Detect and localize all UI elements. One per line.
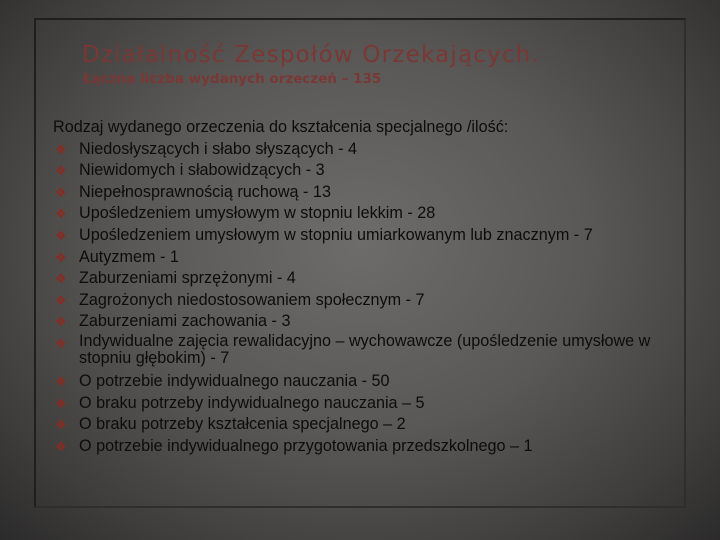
diamond-bullet-icon: ❖ — [55, 438, 67, 454]
diamond-bullet-icon: ❖ — [55, 163, 67, 179]
list-item-text: Upośledzeniem umysłowym w stopniu umiarkowanym lub znacznym - 7 — [79, 225, 593, 244]
slide-title: Działalność Zespołów Orzekających. — [82, 42, 541, 68]
diamond-bullet-icon: ❖ — [55, 292, 67, 308]
list-item-text: O potrzebie indywidualnego nauczania - 50 — [79, 371, 390, 390]
diamond-bullet-icon: ❖ — [55, 271, 67, 287]
intro-text: Rodzaj wydanego orzeczenia do kształcenia specjalnego /ilość: — [53, 118, 509, 136]
list-item — [53, 414, 683, 436]
list-item — [53, 247, 683, 269]
diamond-bullet-icon: ❖ — [55, 249, 67, 265]
diamond-bullet-icon: ❖ — [55, 335, 67, 351]
list-item-text: Niewidomych i słabowidzących - 3 — [79, 161, 325, 180]
list-item — [53, 225, 683, 247]
list-item-text: Zagrożonych niedostosowaniem społecznym - 7 — [79, 290, 425, 309]
list-item — [53, 333, 683, 367]
list-item-text: Zaburzeniami zachowania - 3 — [79, 312, 291, 331]
list-item — [53, 311, 683, 333]
list-item — [53, 436, 683, 458]
list-item — [53, 182, 683, 204]
diamond-bullet-icon: ❖ — [55, 184, 67, 200]
list-item-text: Upośledzeniem umysłowym w stopniu lekkim - 28 — [79, 204, 436, 223]
diamond-bullet-icon: ❖ — [55, 206, 67, 222]
list-item-text: Autyzmem - 1 — [79, 247, 179, 266]
list-item — [53, 290, 683, 312]
list-item — [53, 393, 683, 415]
bullet-list — [53, 139, 683, 458]
list-item-text: O braku potrzeby indywidualnego nauczania – 5 — [79, 393, 425, 412]
list-item-text: O braku potrzeby kształcenia specjalnego – 2 — [79, 415, 406, 434]
list-item-text: Indywidualne zajęcia rewalidacyjno – wychowawcze (upośledzenie umysłowe w stopniu głębokim) - 7 — [79, 331, 651, 367]
list-item-text: Niedosłyszących i słabo słyszących - 4 — [79, 139, 357, 158]
slide-content — [53, 117, 683, 457]
list-item — [53, 268, 683, 290]
list-item-text: O potrzebie indywidualnego przygotowania przedszkolnego – 1 — [79, 436, 533, 455]
diamond-bullet-icon: ❖ — [55, 395, 67, 411]
diamond-bullet-icon: ❖ — [55, 373, 67, 389]
list-item — [53, 160, 683, 182]
list-item-text: Zaburzeniami sprzężonymi - 4 — [79, 269, 296, 288]
list-item — [53, 203, 683, 225]
slide-subtitle: Łączna liczba wydanych orzeczeń – 135 — [83, 71, 382, 87]
diamond-bullet-icon: ❖ — [55, 141, 67, 157]
title-block — [82, 40, 682, 87]
list-item — [53, 139, 683, 161]
list-item-text: Niepełnosprawnością ruchową - 13 — [79, 182, 331, 201]
diamond-bullet-icon: ❖ — [55, 227, 67, 243]
diamond-bullet-icon: ❖ — [55, 314, 67, 330]
diamond-bullet-icon: ❖ — [55, 417, 67, 433]
list-item — [53, 371, 683, 393]
